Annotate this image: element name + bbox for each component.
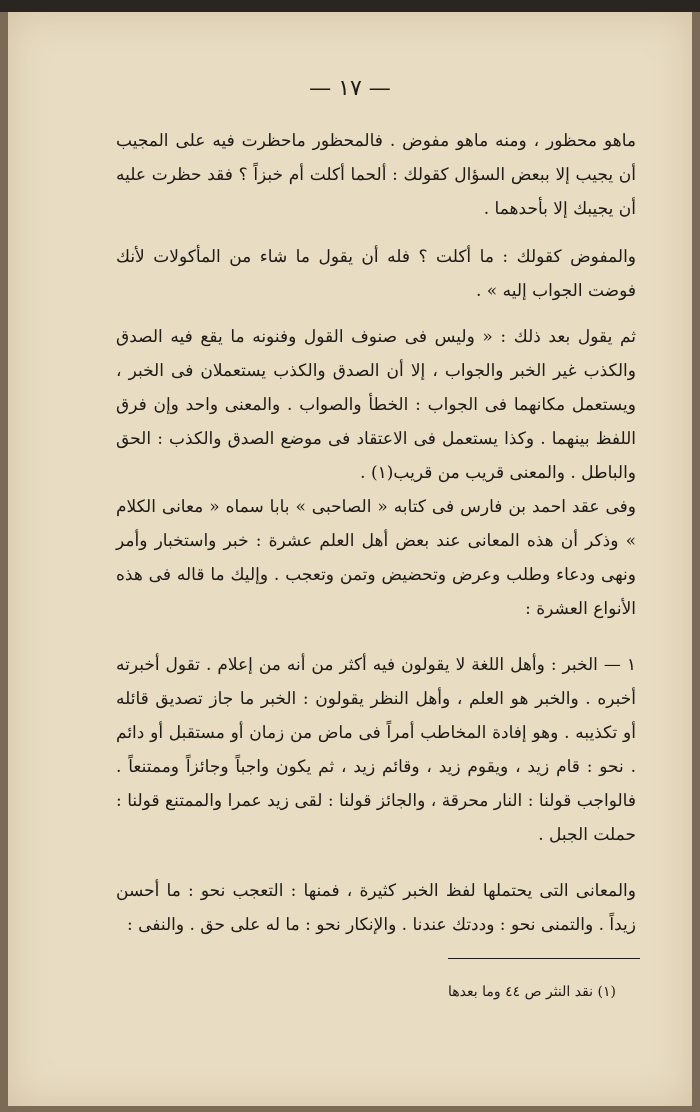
- paragraph-1: ماهو محظور ، ومنه ماهو مفوض . فالمحظور ماحظرت فيه على المجيب أن يجيب إلا ببعض السؤال كقولك : ألحما أكلت أم خبزاً ؟ فقد حظرت عليه أن يجيبك إلا بأحدهما .: [116, 131, 636, 219]
- book-page: [8, 12, 692, 1106]
- paragraph-5: ١ — الخبر : وأهل اللغة لا يقولون فيه أكثر من أنه من إعلام . تقول أخبرته أخبره . والخبر هو العلم ، وأهل النظر يقولون : الخبر ما جاز تصديق قائله أو تكذيبه . وهو إفادة المخاطب أمراً فى ماض من زمان أو مستقبل أو دائم . نحو : قام زيد ، ويقوم زيد ، وقائم زيد ، ثم يكون واجباً وجائزاً وممتنعاً . فالواجب قولنا : النار محرقة ، والجائز قولنا : لقى زيد عمرا والممتنع قولنا : حملت الجبل .: [116, 655, 636, 845]
- page-number: — ١٧ —: [309, 76, 391, 101]
- paragraph-2: والمفوض كقولك : ما أكلت ؟ فله أن يقول ما شاء من المأكولات لأنك فوضت الجواب إليه » .: [116, 247, 636, 301]
- scan-top-border: [0, 0, 700, 12]
- paragraph-4: وفى عقد احمد بن فارس فى كتابه « الصاحبى » بابا سماه « معانى الكلام » وذكر أن هذه المعانى عند بعض أهل العلم عشرة : خبر واستخبار وأمر ونهى ودعاء وطلب وعرض وتحضيض وتمن وتعجب . وإليك ما قاله فى هذه الأنواع العشرة :: [116, 497, 636, 619]
- paragraph-3: ثم يقول بعد ذلك : « وليس فى صنوف القول وفنونه ما يقع فيه الصدق والكذب غير الخبر والجواب ، إلا أن الصدق والكذب يستعملان فى الخبر ، ويستعمل مكانهما فى الجواب : الخطأ والصواب . والمعنى واحد وإن فرق اللفظ بينهما . وكذا يستعمل فى الاعتقاد فى موضع الصدق والكذب : الحق والباطل . والمعنى قريب من قريب(١) .: [116, 327, 636, 483]
- footnote: (١) نقد النثر ص ٤٤ وما بعدها: [448, 984, 616, 1000]
- paragraph-6: والمعانى التى يحتملها لفظ الخبر كثيرة ، فمنها : التعجب نحو : ما أحسن زيداً . والتمنى نحو : وددتك عندنا . والإنكار نحو : ما له على حق . والنفى :: [116, 881, 636, 935]
- footnote-divider: [448, 958, 640, 959]
